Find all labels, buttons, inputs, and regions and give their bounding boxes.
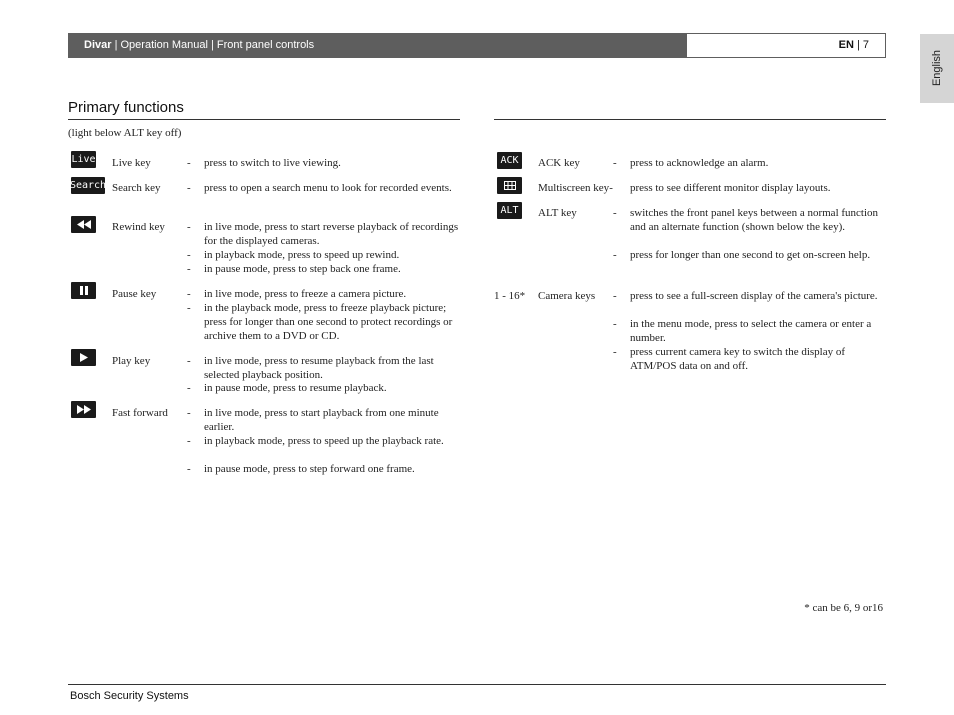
- key-description: press to see different monitor display layouts.: [630, 182, 831, 194]
- page-indicator: [839, 39, 869, 51]
- dash: -: [187, 249, 191, 261]
- language-tab-label: English: [931, 49, 943, 87]
- pause-icon: [71, 282, 96, 299]
- key-name: ALT key: [538, 207, 577, 219]
- camera-key-range: 1 - 16*: [494, 290, 526, 302]
- rewind-icon: [71, 216, 96, 233]
- ack-key-icon-label: ACK: [500, 154, 519, 166]
- play-icon: [71, 349, 96, 366]
- key-description: in pause mode, press to step back one frame.: [204, 263, 401, 275]
- page-number-box: [686, 33, 886, 58]
- header-title: [84, 39, 314, 51]
- key-description: press to see a full-screen display of the camera's picture.: [630, 290, 878, 302]
- page-number: 7: [862, 39, 869, 51]
- key-name: Multiscreen key-: [538, 182, 613, 194]
- dash: -: [613, 346, 617, 358]
- alt-key-icon: [497, 202, 522, 219]
- ack-key-icon: [497, 152, 522, 169]
- header-brand: Divar: [84, 39, 112, 51]
- key-name: Camera keys: [538, 290, 596, 302]
- key-description: press to switch to live viewing.: [204, 157, 341, 169]
- key-description: in live mode, press to resume playback from the last selected playback position.: [204, 355, 434, 381]
- key-description: in live mode, press to start reverse playback of recordings for the displayed cameras.: [204, 221, 459, 247]
- key-name: Live key: [112, 157, 151, 169]
- key-description: in live mode, press to start playback from one minute earlier.: [204, 407, 439, 433]
- live-key-icon: [71, 151, 96, 168]
- play-glyph: [80, 353, 88, 362]
- key-name: Fast forward: [112, 407, 168, 419]
- language-code: EN: [838, 39, 854, 51]
- search-key-icon-label: Search: [69, 179, 107, 191]
- key-description: in pause mode, press to resume playback.: [204, 382, 387, 394]
- key-description: press current camera key to switch the display of ATM/POS data on and off.: [630, 346, 846, 372]
- fast-forward-icon: [71, 401, 96, 418]
- section-rule-left: [68, 119, 460, 120]
- dash: -: [187, 355, 191, 367]
- key-description: switches the front panel keys between a normal function and an alternate function (shown below the key).: [630, 207, 879, 233]
- key-description: press to open a search menu to look for recorded events.: [204, 182, 452, 194]
- dash: -: [187, 157, 191, 169]
- page-separator: |: [853, 39, 863, 51]
- language-tab: [920, 34, 954, 103]
- dash: -: [187, 435, 191, 447]
- dash: -: [613, 157, 617, 169]
- footer-company: Bosch Security Systems: [70, 690, 189, 702]
- dash: -: [187, 182, 191, 194]
- key-description: in live mode, press to freeze a camera picture.: [204, 288, 407, 300]
- search-key-icon: [71, 177, 105, 194]
- key-description: in the menu mode, press to select the camera or enter a number.: [630, 318, 872, 344]
- dash: -: [187, 407, 191, 419]
- key-name: ACK key: [538, 157, 580, 169]
- key-name: Rewind key: [112, 221, 165, 233]
- dash: -: [187, 302, 191, 314]
- dash: -: [187, 382, 191, 394]
- pause-glyph: [80, 286, 88, 295]
- alt-key-icon-label: ALT: [500, 204, 519, 216]
- footnote: * can be 6, 9 or16: [804, 602, 883, 614]
- key-name: Pause key: [112, 288, 157, 300]
- dash: -: [613, 290, 617, 302]
- fast-forward-glyph: [77, 405, 91, 414]
- key-description: press to acknowledge an alarm.: [630, 157, 769, 169]
- section-rule-right: [494, 119, 886, 120]
- key-description: in playback mode, press to speed up the playback rate.: [204, 435, 444, 447]
- multiscreen-glyph: [504, 181, 516, 190]
- multiscreen-icon: [497, 177, 522, 194]
- key-name: Search key: [112, 182, 161, 194]
- dash: -: [187, 288, 191, 300]
- dash: -: [613, 318, 617, 330]
- key-description: in the playback mode, press to freeze playback picture; press for longer than one second to protect recordings or archive them to a DVD or CD.: [204, 302, 453, 342]
- dash: -: [187, 221, 191, 233]
- multiscreen-key-name: Multiscreen key: [538, 182, 610, 194]
- key-description: in pause mode, press to step forward one frame.: [204, 463, 415, 475]
- header-title-rest: | Operation Manual | Front panel controls: [111, 39, 315, 51]
- dash: -: [187, 463, 191, 475]
- rewind-glyph: [77, 220, 91, 229]
- key-description: press for longer than one second to get on-screen help.: [630, 249, 871, 261]
- key-description: in playback mode, press to speed up rewind.: [204, 249, 400, 261]
- section-title: Primary functions: [68, 99, 184, 116]
- dash: -: [613, 249, 617, 261]
- live-key-icon-label: Live: [71, 153, 96, 165]
- dash: -: [613, 207, 617, 219]
- dash: -: [187, 263, 191, 275]
- key-name: Play key: [112, 355, 151, 367]
- section-subtitle: (light below ALT key off): [68, 127, 182, 139]
- footer-rule: [68, 684, 886, 685]
